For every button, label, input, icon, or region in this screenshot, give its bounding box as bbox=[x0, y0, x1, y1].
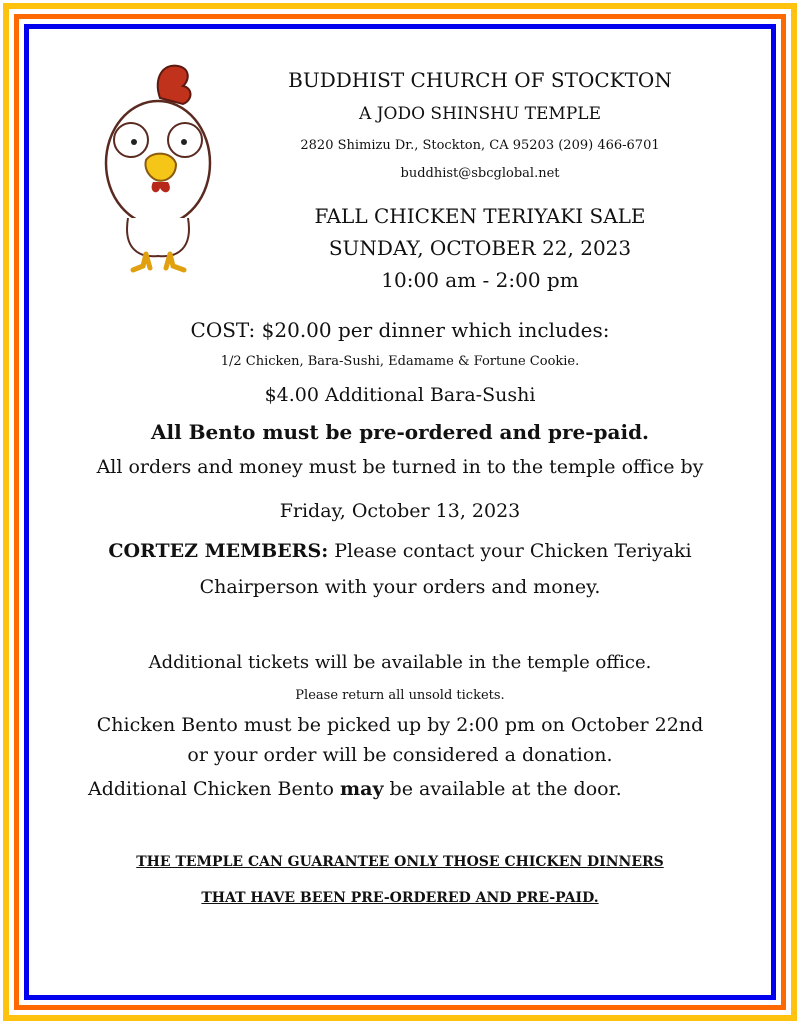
includes-text: 1/2 Chicken, Bara-Sushi, Edamame & Fortune Cookie. bbox=[220, 354, 580, 369]
cost-text: COST: $20.00 per dinner which includes: bbox=[190, 318, 610, 342]
tickets-text: Additional tickets will be available in the temple office. bbox=[148, 652, 652, 673]
pickup-text-2: or your order will be considered a donation. bbox=[187, 744, 613, 766]
guarantee-line-1: THE TEMPLE CAN GUARANTEE ONLY THOSE CHICKEN DINNERS bbox=[136, 854, 664, 870]
event-title: FALL CHICKEN TERIYAKI SALE bbox=[314, 204, 646, 228]
door-text bbox=[88, 778, 800, 800]
cortez-text-2: Chairperson with your orders and money. bbox=[199, 576, 601, 598]
additional-text: $4.00 Additional Bara-Sushi bbox=[264, 384, 536, 406]
door-text-may: may bbox=[340, 778, 384, 800]
door-text-a: Additional Chicken Bento bbox=[88, 778, 341, 800]
preorder-text: All Bento must be pre-ordered and pre-paid. bbox=[150, 420, 650, 444]
event-date: SUNDAY, OCTOBER 22, 2023 bbox=[328, 236, 632, 260]
org-address: 2820 Shimizu Dr., Stockton, CA 95203 (209) 466-6701 bbox=[300, 138, 660, 153]
org-email-link[interactable]: buddhist@sbcglobal.net bbox=[400, 166, 560, 181]
guarantee-line-2: THAT HAVE BEEN PRE-ORDERED AND PRE-PAID. bbox=[201, 890, 599, 906]
org-name: BUDDHIST CHURCH OF STOCKTON bbox=[288, 68, 672, 92]
cortez-text bbox=[0, 540, 800, 562]
return-text: Please return all unsold tickets. bbox=[295, 688, 505, 703]
deadline-text: All orders and money must be turned in to the temple office by bbox=[96, 456, 704, 478]
cortez-label: CORTEZ MEMBERS: bbox=[108, 540, 329, 562]
cortez-body: Please contact your Chicken Teriyaki bbox=[328, 540, 692, 562]
event-time: 10:00 am - 2:00 pm bbox=[381, 268, 579, 292]
deadline-date: Friday, October 13, 2023 bbox=[279, 500, 521, 522]
org-subtitle: A JODO SHINSHU TEMPLE bbox=[359, 104, 601, 124]
chicken-illustration bbox=[98, 58, 222, 276]
pickup-text-1: Chicken Bento must be picked up by 2:00 pm on October 22nd bbox=[96, 714, 704, 736]
door-text-c: be available at the door. bbox=[383, 778, 622, 800]
